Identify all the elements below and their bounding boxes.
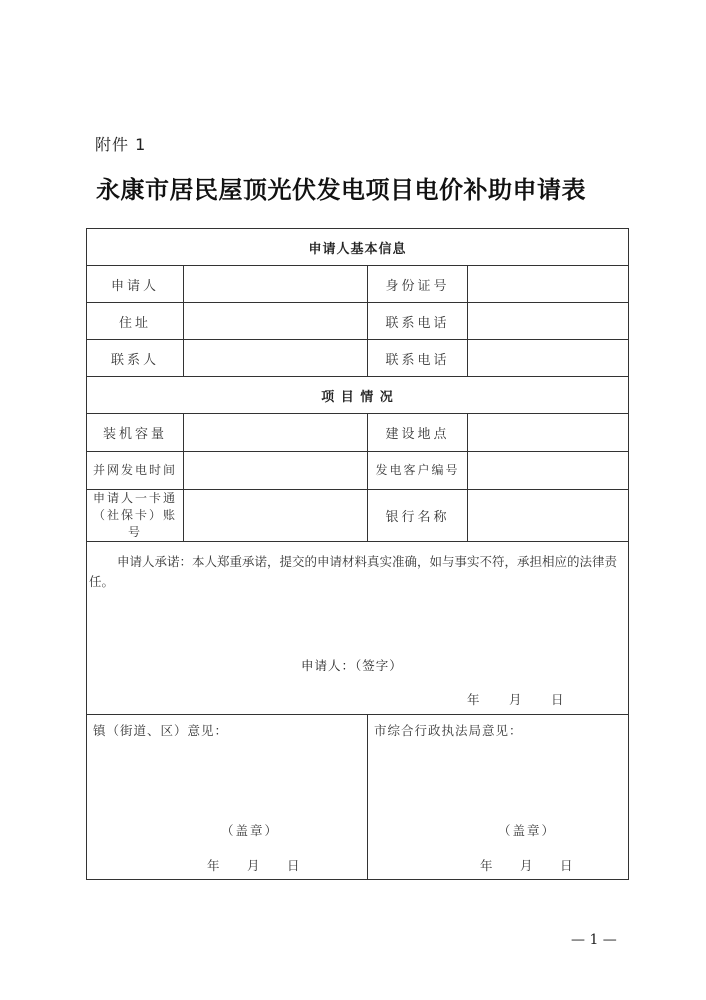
town-year: 年 [207, 858, 220, 873]
town-day: 日 [286, 858, 300, 873]
pledge-month: 月 [508, 692, 522, 707]
label-customer-no: 发电客户编号 [368, 452, 468, 490]
label-phone-1: 联系电话 [368, 303, 468, 340]
customer-no-value-field[interactable] [468, 452, 629, 490]
town-opinion-section [87, 715, 368, 880]
build-location-value-field[interactable] [468, 414, 629, 452]
label-phone-2: 联系电话 [368, 340, 468, 377]
bureau-opinion-section [368, 715, 629, 880]
bank-name-value-field[interactable] [468, 490, 629, 542]
town-month: 月 [246, 858, 260, 873]
page-number: — 1 — [571, 932, 617, 948]
town-opinion-label: 镇（街道、区）意见： [93, 723, 229, 738]
bureau-seal: （盖章） [498, 823, 557, 838]
pledge-section [87, 542, 629, 715]
contact-value-field[interactable] [184, 340, 368, 377]
applicant-value-field[interactable] [184, 266, 368, 303]
phone-2-value-field[interactable] [468, 340, 629, 377]
bureau-month: 月 [519, 858, 533, 873]
bureau-day: 日 [559, 858, 573, 873]
label-capacity: 装机容量 [87, 414, 184, 452]
label-grid-time: 并网发电时间 [87, 452, 184, 490]
pledge-date [467, 690, 563, 708]
attachment-label: 附件 1 [95, 135, 147, 154]
bureau-year: 年 [480, 858, 493, 873]
form-title: 永康市居民屋顶光伏发电项目电价补助申请表 [96, 175, 586, 204]
pledge-text: 申请人承诺：本人郑重承诺，提交的申请材料真实准确，如与事实不符，承担相应的法律责任。 [89, 554, 618, 589]
pledge-day: 日 [550, 692, 564, 707]
label-build-location: 建设地点 [368, 414, 468, 452]
phone-1-value-field[interactable] [468, 303, 629, 340]
pledge-year: 年 [467, 692, 480, 707]
address-value-field[interactable] [184, 303, 368, 340]
town-date [207, 856, 299, 874]
id-number-value-field[interactable] [468, 266, 629, 303]
application-form-table [86, 228, 629, 880]
grid-time-value-field[interactable] [184, 452, 368, 490]
label-bank-name: 银行名称 [368, 490, 468, 542]
section-applicant-info: 申请人基本信息 [87, 229, 629, 266]
label-applicant: 申请人 [87, 266, 184, 303]
label-id-number: 身份证号 [368, 266, 468, 303]
section-project-info: 项 目 情 况 [87, 377, 629, 414]
account-value-field[interactable] [184, 490, 368, 542]
label-account-line2: （社保卡）账号 [92, 508, 177, 539]
bureau-opinion-label: 市综合行政执法局意见： [374, 723, 523, 738]
label-account-line1: 申请人一卡通 [92, 491, 177, 505]
capacity-value-field[interactable] [184, 414, 368, 452]
label-contact: 联系人 [87, 340, 184, 377]
label-account [87, 490, 184, 542]
pledge-signer: 申请人：（签字） [301, 658, 403, 673]
town-seal: （盖章） [221, 823, 280, 838]
bureau-date [480, 856, 572, 874]
label-address: 住址 [87, 303, 184, 340]
